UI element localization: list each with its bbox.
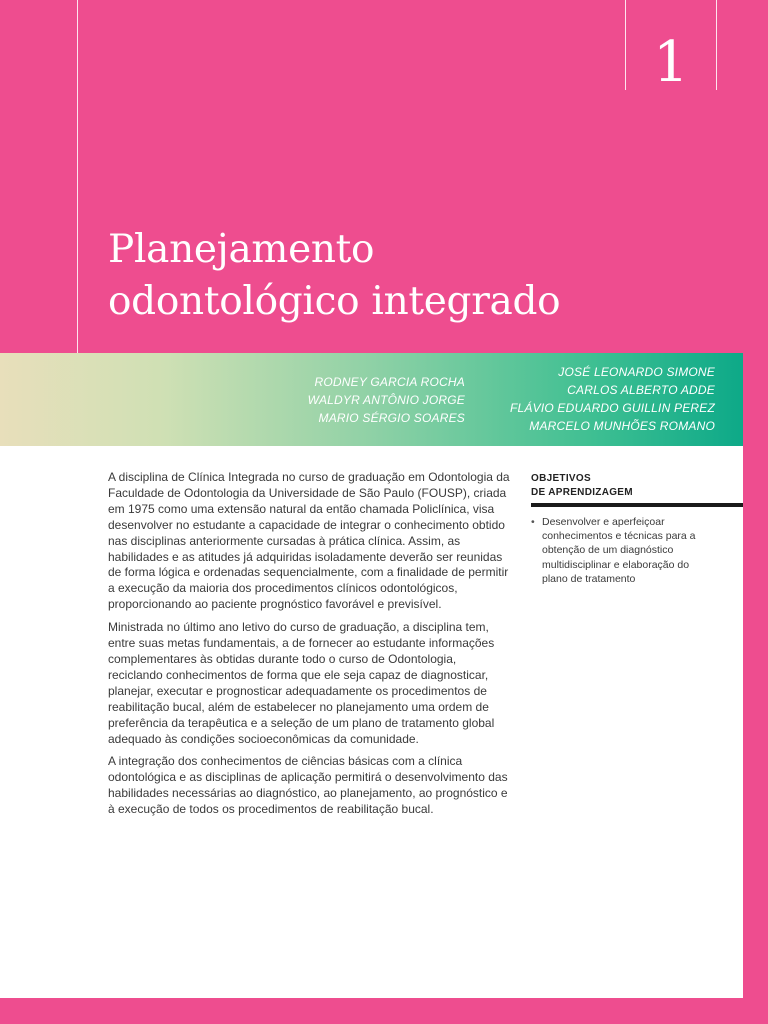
bullet-icon: •	[531, 516, 535, 528]
body-text	[108, 470, 513, 825]
chapter-title-line-1: Planejamento	[108, 227, 375, 272]
author-name: FLÁVIO EDUARDO GUILLIN PEREZ	[510, 401, 715, 415]
sidebar-heading-rule	[531, 503, 743, 507]
body-paragraph: A integração dos conhecimentos de ciências básicas com a clínica odontológica e as disciplinas de aplicação permitirá o desenvolvimento das habilidades necessárias ao diagnóstico, ao planejamento, ao prognóstico e à execução de todos os procedimentos de reabilitação bucal.	[108, 754, 508, 817]
sidebar-heading-line-1: OBJETIVOS	[531, 473, 591, 484]
chapter-number: 1	[653, 30, 689, 95]
sidebar-heading	[531, 472, 743, 500]
chapter-title	[108, 224, 628, 328]
author-name: CARLOS ALBERTO ADDE	[567, 383, 715, 397]
objective-text: Desenvolver e aperfeiçoar conhecimentos e técnicas para a obtenção de um diagnóstico multidisciplinar e elaboração do plano de tratamento	[542, 516, 696, 585]
authors-band	[0, 353, 743, 446]
body-paragraph: A disciplina de Clínica Integrada no curso de graduação em Odontologia da Faculdade de Odontologia da Universidade de São Paulo (FOUSP), criada em 1975 como uma extensão natural da então chamada Policlínica, visa desenvolver no estudante a capacidade de integrar o conhecimento obtido nas disciplinas anteriormente cursadas à prática clínica. Assim, as habilidades e as atitudes já adquiridas isoladamente deverão ser reunidas de forma lógica e ordenadas sequencialmente, com a finalidade de permitir a execução da maioria dos procedimentos clínicos odontológicos, proporcionando ao paciente prognóstico favorável e previsível.	[108, 470, 510, 612]
authors-right-column	[510, 363, 715, 435]
objectives-list	[531, 515, 743, 586]
author-name: WALDYR ANTÔNIO JORGE	[307, 393, 465, 407]
author-name: MARIO SÉRGIO SOARES	[318, 411, 465, 425]
authors-left-column	[308, 373, 465, 427]
chapter-number-right-rule	[716, 0, 717, 90]
chapter-title-line-2: odontológico integrado	[108, 279, 561, 324]
body-paragraph: Ministrada no último ano letivo do curso de graduação, a disciplina tem, entre suas metas fundamentais, a de fornecer ao estudante informações complementares às obtidas durante todo o curso de Odontologia, reciclando conhecimentos de forma que ele seja capaz de diagnosticar, planejar, executar e prognosticar adequadamente os procedimentos de reabilitação bucal, além de estabelecer no planejamento uma ordem de preferência da terapêutica e a seleção de um plano de tratamento global adequado às condições socioeconômicas da comunidade.	[108, 620, 495, 746]
author-name: MARCELO MUNHÕES ROMANO	[529, 419, 715, 433]
sidebar-heading-line-2: DE APRENDIZAGEM	[531, 487, 633, 498]
author-name: RODNEY GARCIA ROCHA	[314, 375, 465, 389]
content-area	[0, 446, 743, 998]
learning-objectives-sidebar	[531, 472, 743, 586]
left-vertical-rule	[77, 0, 78, 353]
author-name: JOSÉ LEONARDO SIMONE	[558, 365, 715, 379]
objective-item	[531, 515, 712, 586]
